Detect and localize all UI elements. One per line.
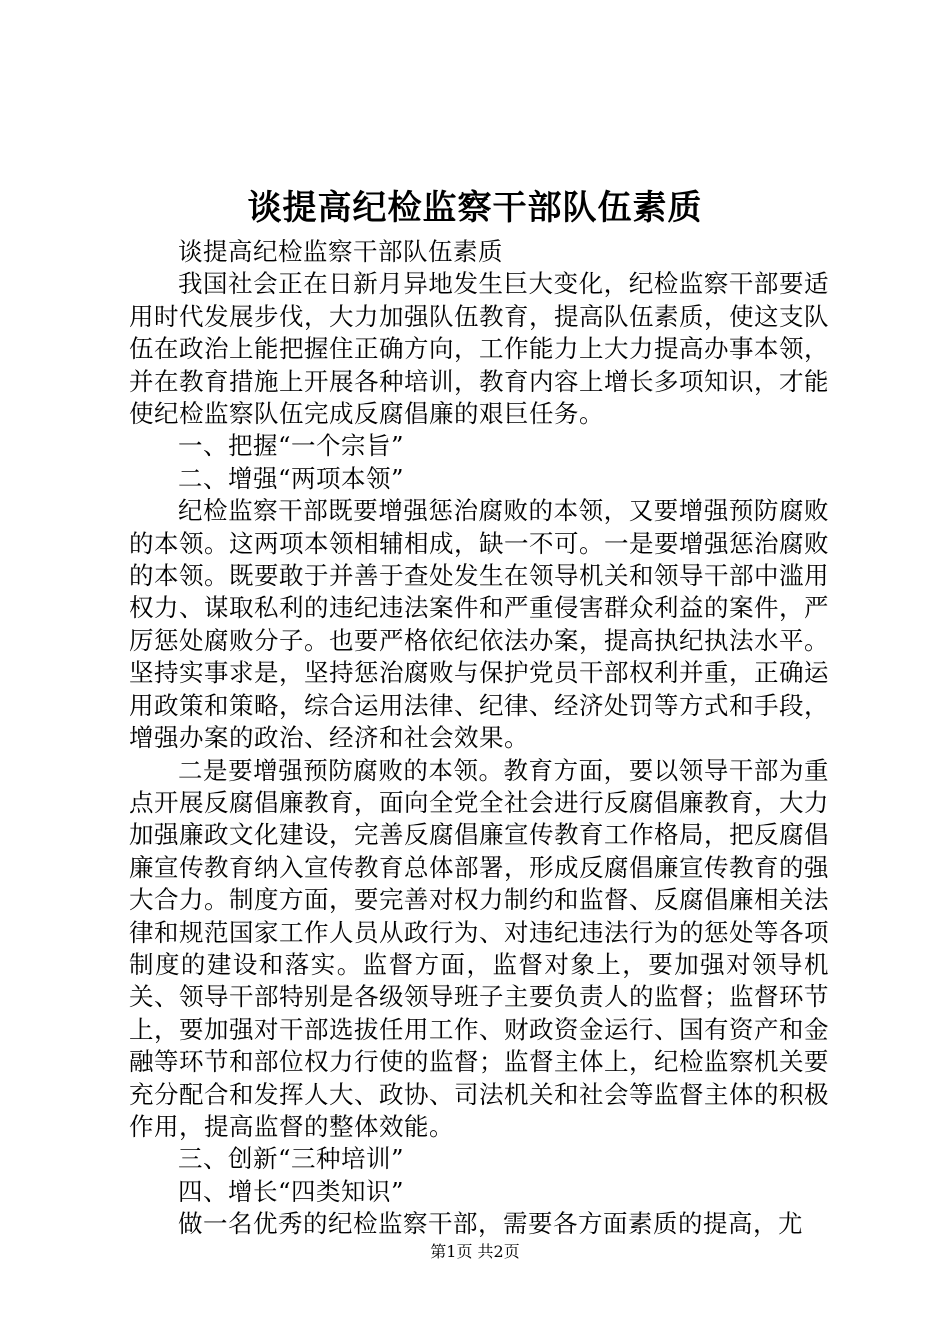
section-heading-2: 二、增强“两项本领”: [178, 463, 405, 493]
body-paragraph: 二是要增强预防腐败的本领。教育方面，要以领导干部为重点开展反腐倡廉教育，面向全党全社会进行反腐倡廉教育，大力加强廉政文化建设，完善反腐倡廉宣传教育工作格局，把反腐倡廉宣传教育纳入宣传教育总体部署，形成反腐倡廉宣传教育的强大合力。制度方面，要完善对权力制约和监督、反腐倡廉相关法律和规范国家工作人员从政行为、对违纪违法行为的惩处等各项制度的建设和落实。监督方面，监督对象上，要加强对领导机关、领导干部特别是各级领导班子主要负责人的监督；监督环节上，要加强对干部选拔任用工作、财政资金运行、国有资产和金融等环节和部位权力行使的监督；监督主体上，纪检监察机关要充分配合和发挥人大、政协、司法机关和社会等监督主体的积极作用，提高监督的整体效能。: [129, 755, 829, 1141]
intro-paragraph: 我国社会正在日新月异地发生巨大变化，纪检监察干部要适用时代发展步伐，大力加强队伍教育，提高队伍素质，使这支队伍在政治上能把握住正确方向，工作能力上大力提高办事本领，并在教育措施上开展各种培训，教育内容上增长多项知识，才能使纪检监察队伍完成反腐倡廉的艰巨任务。: [129, 269, 829, 429]
body-paragraph: 做一名优秀的纪检监察干部，需要各方面素质的提高，尤: [178, 1209, 803, 1239]
section-heading-4: 四、增长“四类知识”: [178, 1176, 405, 1206]
body-paragraph: 纪检监察干部既要增强惩治腐败的本领，又要增强预防腐败的本领。这两项本领相辅相成，缺一不可。一是要增强惩治腐败的本领。既要敢于并善于查处发生在领导机关和领导干部中滥用权力、谋取私利的违纪违法案件和严重侵害群众利益的案件，严厉惩处腐败分子。也要严格依纪依法办案，提高执纪执法水平。坚持实事求是，坚持惩治腐败与保护党员干部权利并重，正确运用政策和策略，综合运用法律、纪律、经济处罚等方式和手段，增强办案的政治、经济和社会效果。: [129, 496, 829, 753]
section-heading-1: 一、把握“一个宗旨”: [178, 431, 405, 461]
page-footer: 第1页 共2页: [430, 1242, 520, 1261]
section-heading-3: 三、创新“三种培训”: [178, 1144, 405, 1174]
document-body: [129, 236, 829, 1241]
document-title: 谈提高纪检监察干部队伍素质: [247, 188, 703, 228]
subtitle-paragraph: 谈提高纪检监察干部队伍素质: [178, 237, 503, 266]
